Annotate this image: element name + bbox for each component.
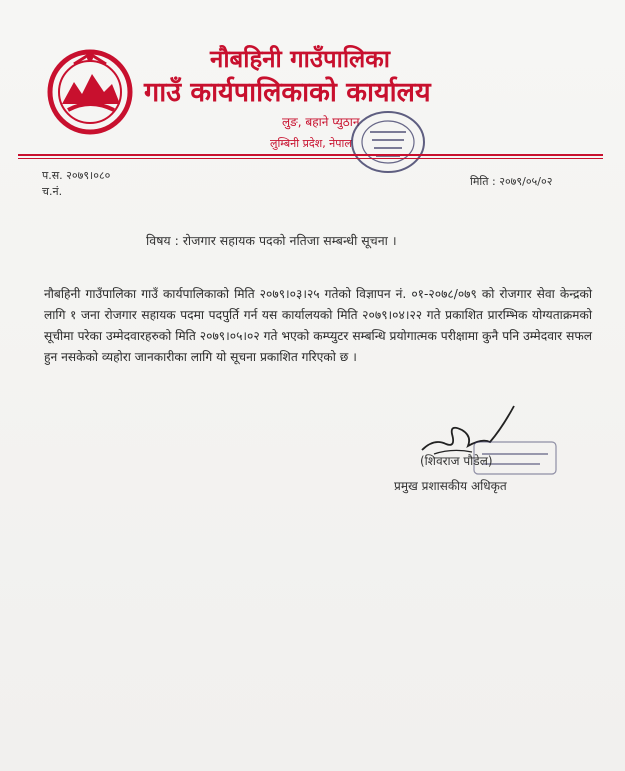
- office-name: गाउँ कार्यपालिकाको कार्यालय: [144, 77, 431, 108]
- header-rule: [18, 154, 603, 156]
- address-line2: लुम्बिनी प्रदेश, नेपाल: [270, 137, 352, 150]
- office-seal-icon: [330, 102, 430, 182]
- dispatch-number: च.नं.: [42, 185, 63, 198]
- notice-body: नौबहिनी गाउँपालिका गाउँ कार्यपालिकाको मिति २०७९।०३।२५ गतेको विज्ञापन नं. ०१-२०७८/०७९ को रोजगार सेवा केन्द्रको लागि १ जना रोजगार सहायक पदमा पदपुर्ति गर्न यस कार्यालयको मिति २०७९।०४।२२ गते प्रकाशित प्रारम्भिक योग्यताक्रमको सूचीमा परेका उम्मेदवारहरुको मिति २०७९।०५।०२ गते भएको कम्प्युटर सम्बन्धि प्रयोगात्मक परीक्षामा कुनै पनि उम्मेदवार सफल हुन नसकेको व्यहोरा जानकारीका लागि यो सूचना प्रकाशित गरिएको छ ।: [44, 287, 592, 364]
- letter-date: मिति : २०७९/०५/०२: [470, 175, 553, 188]
- address-line1: लुङ, बहाने प्युठान: [282, 115, 360, 129]
- signatory-title: प्रमुख प्रशासकीय अधिकृत: [394, 479, 507, 493]
- signatory-name: (शिवराज पौडेल): [420, 454, 493, 468]
- subject-line: विषय : रोजगार सहायक पदको नतिजा सम्बन्धी सूचना ।: [146, 233, 397, 248]
- header-rule-thin: [18, 158, 603, 159]
- reference-number: प.स. २०७९।०८०: [42, 169, 111, 182]
- org-name: नौबहिनी गाउँपालिका: [210, 45, 390, 73]
- municipality-emblem-icon: [44, 46, 136, 138]
